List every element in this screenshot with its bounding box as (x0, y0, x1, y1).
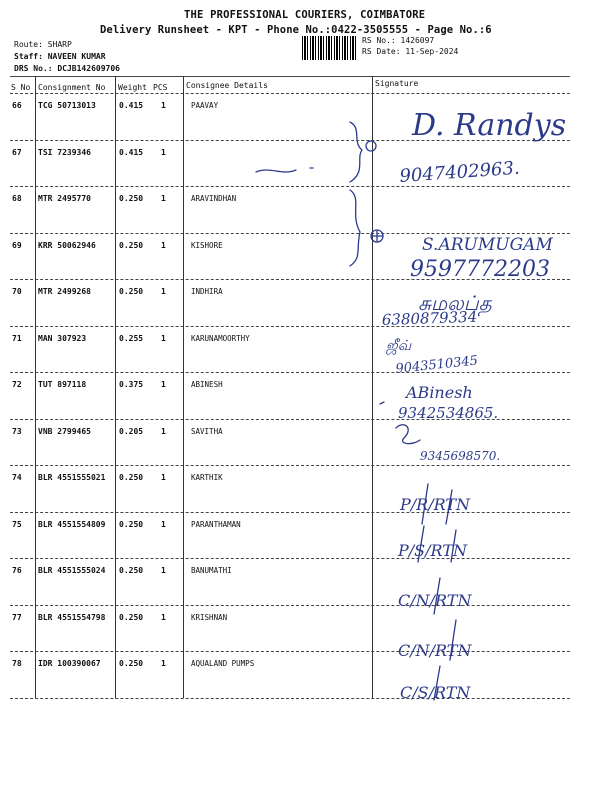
svg-text:9043510345: 9043510345 (394, 353, 479, 377)
row-consignee: INDHIRA (191, 287, 223, 296)
row-pieces: 1 (161, 519, 166, 529)
row-consignment-number: IDR 100390067 (38, 659, 101, 668)
row-serial-number: 68 (12, 194, 22, 203)
row-pieces: 1 (161, 566, 166, 575)
row-weight: 0.250 (119, 612, 144, 622)
row-serial-number: 74 (12, 473, 22, 482)
row-serial-number: 73 (12, 426, 22, 436)
row-pieces: 1 (161, 473, 166, 482)
row-consignment-number: BLR 4551555024 (38, 566, 106, 575)
svg-text:P/S/RTN: P/S/RTN (398, 541, 467, 560)
row-weight: 0.375 (119, 380, 144, 389)
row-consignee: ARAVINDHAN (191, 194, 237, 203)
row-weight: 0.250 (119, 519, 144, 529)
drs-number: DRS No.: DCJB142609706 (14, 64, 120, 73)
col-header-signature: Signature (375, 79, 419, 88)
row-consignee: AQUALAND PUMPS (191, 659, 255, 668)
col-header-consignee: Consignee Details (186, 81, 268, 90)
row-pieces: 1 (161, 194, 166, 203)
row-serial-number: 66 (12, 101, 22, 110)
col-header-consignment: Consignment No (38, 83, 106, 92)
row-consignment-number: BLR 4551554809 (38, 519, 106, 529)
svg-text:ஜீவ்: ஜீவ் (386, 338, 412, 354)
svg-text:9597772203: 9597772203 (410, 257, 550, 282)
row-weight: 0.250 (119, 659, 144, 668)
row-serial-number: 69 (12, 240, 22, 250)
row-consignment-number: TSI 7239346 (38, 147, 91, 157)
row-consignee: KISHORE (191, 240, 223, 250)
row-pieces: 1 (161, 333, 166, 343)
rs-number: RS No.: 1426097 (362, 36, 435, 45)
row-weight: 0.250 (119, 240, 144, 250)
row-serial-number: 71 (12, 333, 22, 343)
row-consignment-number: BLR 4551554798 (38, 612, 106, 622)
row-serial-number: 75 (12, 519, 22, 529)
svg-text:D. Randys: D. Randys (412, 108, 567, 143)
svg-text:சுமலப்த: சுமலப்த (418, 291, 492, 315)
runsheet-title: Delivery Runsheet - KPT - Phone No.:0422-3505555 - Page No.:6 (100, 24, 492, 36)
row-pieces: 1 (161, 426, 166, 436)
row-pieces: 1 (161, 612, 166, 622)
svg-text:P/R/RTN: P/R/RTN (400, 495, 471, 514)
svg-text:C/N/RTN: C/N/RTN (398, 641, 472, 660)
row-pieces: 1 (161, 380, 166, 389)
row-serial-number: 67 (12, 147, 22, 157)
row-serial-number: 76 (12, 566, 22, 575)
svg-text:ABinesh: ABinesh (406, 383, 473, 402)
row-consignment-number: MTR 2495770 (38, 194, 91, 203)
row-consignment-number: MTR 2499268 (38, 287, 91, 296)
svg-text:9047402963.: 9047402963. (398, 157, 521, 187)
row-weight: 0.250 (119, 287, 144, 296)
row-pieces: 1 (161, 287, 166, 296)
col-header-pcs: PCS (153, 83, 168, 92)
row-pieces: 1 (161, 147, 166, 157)
row-consignee: PARANTHAMAN (191, 519, 241, 529)
row-weight: 0.255 (119, 333, 144, 343)
row-pieces: 1 (161, 101, 166, 110)
row-serial-number: 70 (12, 287, 22, 296)
row-consignment-number: TUT 897118 (38, 380, 87, 389)
row-pieces: 1 (161, 659, 166, 668)
row-consignee: ABINESH (191, 380, 223, 389)
row-weight: 0.415 (119, 101, 144, 110)
row-consignee: KARTHIK (191, 473, 223, 482)
rs-date: RS Date: 11-Sep-2024 (362, 47, 459, 56)
col-header-sno: S No (11, 83, 31, 92)
row-serial-number: 72 (12, 380, 22, 389)
svg-text:S.ARUMUGAM: S.ARUMUGAM (422, 235, 553, 255)
row-consignee: PAAVAY (191, 101, 219, 110)
row-weight: 0.205 (119, 426, 144, 436)
row-serial-number: 77 (12, 612, 22, 622)
row-consignment-number: BLR 4551555021 (38, 473, 106, 482)
svg-text:9345698570.: 9345698570. (420, 449, 501, 463)
row-weight: 0.250 (119, 473, 144, 482)
row-consignment-number: MAN 307923 (38, 333, 87, 343)
row-pieces: 1 (161, 240, 166, 250)
svg-text:9342534865.: 9342534865. (398, 404, 499, 422)
route-label: Route: SHARP (14, 40, 72, 49)
row-consignee: BANUMATHI (191, 566, 232, 575)
staff-label: Staff: NAVEEN KUMAR (14, 52, 106, 61)
row-weight: 0.415 (119, 147, 144, 157)
svg-text:C/N/RTN: C/N/RTN (398, 591, 472, 610)
row-consignee: KARUNAMOORTHY (191, 333, 250, 343)
row-consignee: SAVITHA (191, 426, 223, 436)
svg-text:C/S/RTN: C/S/RTN (400, 683, 471, 702)
row-consignment-number: VNB 2799465 (38, 426, 91, 436)
row-weight: 0.250 (119, 194, 144, 203)
row-consignment-number: KRR 50062946 (38, 240, 96, 250)
company-title: THE PROFESSIONAL COURIERS, COIMBATORE (184, 9, 426, 21)
col-header-weight: Weight (118, 83, 147, 92)
row-weight: 0.250 (119, 566, 144, 575)
svg-text:6380879334: 6380879334 (381, 307, 478, 329)
row-consignee: KRISHNAN (191, 612, 228, 622)
row-consignment-number: TCG 50713013 (38, 101, 96, 110)
row-serial-number: 78 (12, 659, 22, 668)
